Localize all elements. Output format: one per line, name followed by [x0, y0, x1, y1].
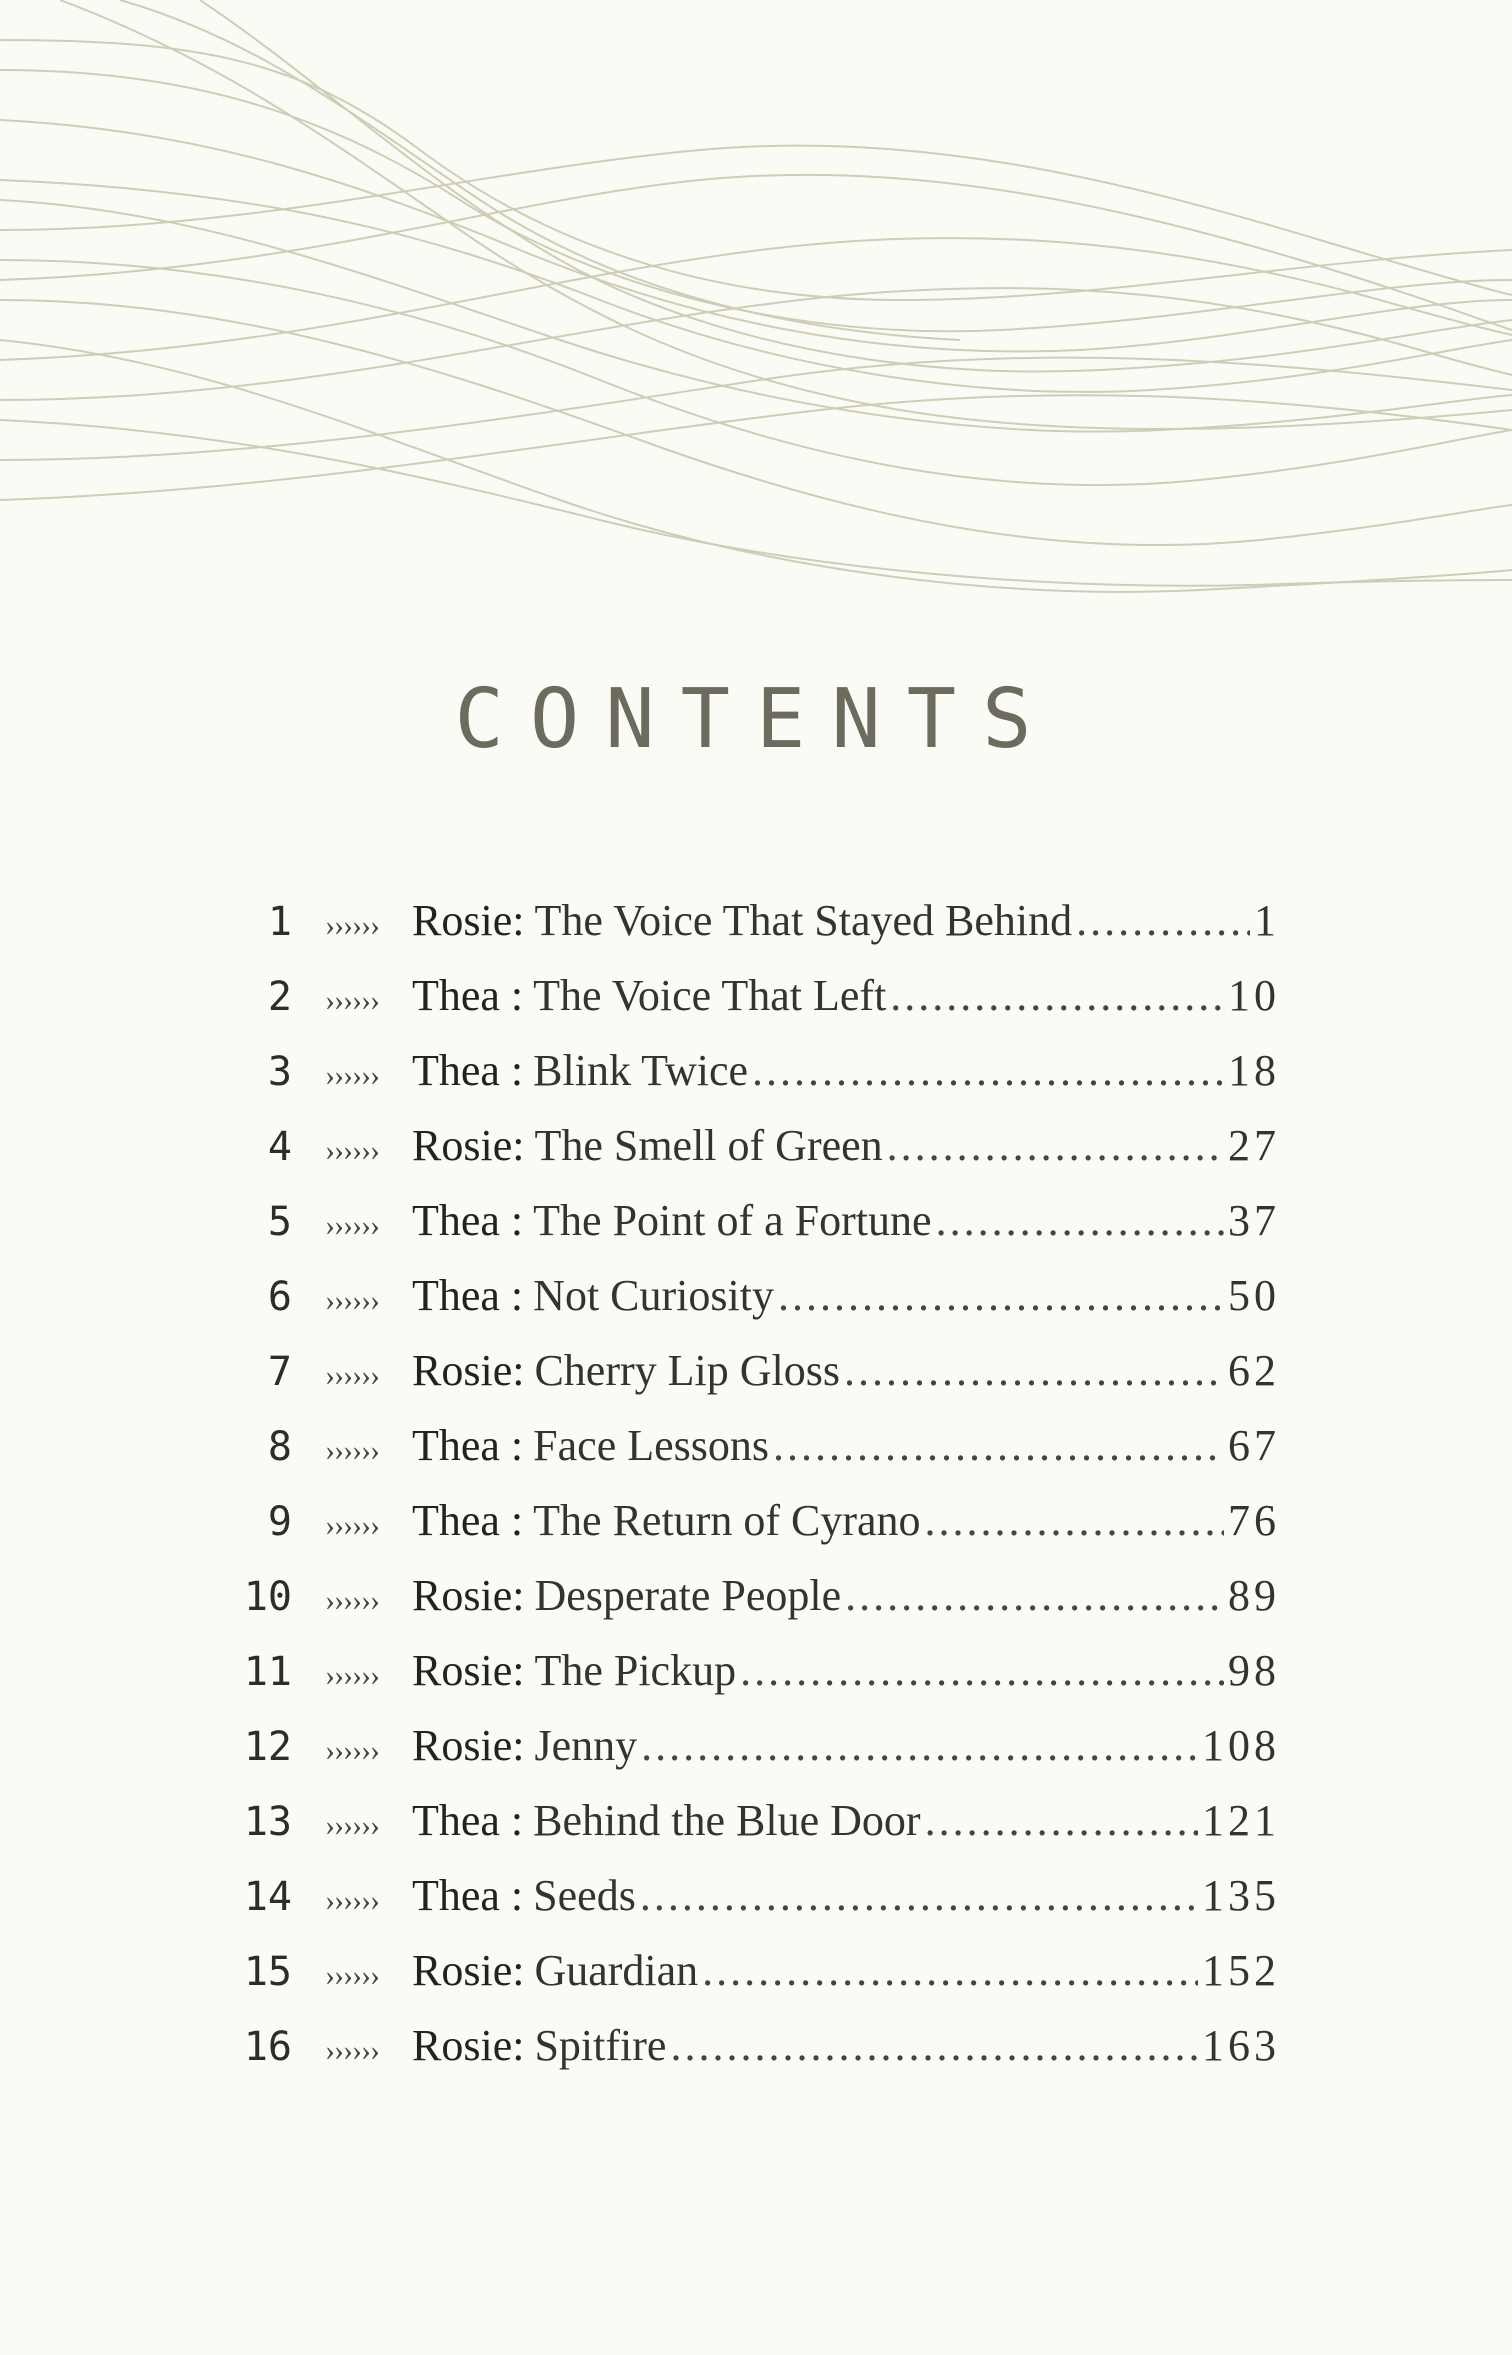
- toc-entry: [210, 1720, 1280, 1795]
- toc-entry: [210, 1045, 1280, 1120]
- toc-entry: [210, 1420, 1280, 1495]
- separator-arrows: ››››››: [325, 1434, 379, 1467]
- separator-arrows: ››››››: [325, 2034, 379, 2067]
- chapter-number: 12: [243, 1724, 292, 1770]
- separator-arrows: ››››››: [325, 1284, 379, 1317]
- chapter-title: The Pickup: [534, 1646, 737, 1695]
- chapter-title: Behind the Blue Door: [533, 1796, 921, 1845]
- toc-entry: [210, 1870, 1280, 1945]
- separator-arrows: ››››››: [325, 984, 379, 1017]
- page-number: 10: [1228, 971, 1280, 1020]
- page-title: CONTENTS: [454, 672, 1058, 767]
- chapter-number: 7: [267, 1349, 292, 1395]
- page-number: 62: [1228, 1346, 1280, 1395]
- chapter-narrator: Rosie:: [412, 1646, 525, 1695]
- page-number: 18: [1228, 1046, 1280, 1095]
- toc-entry: [210, 1195, 1280, 1270]
- page-number: 152: [1202, 1946, 1280, 1995]
- chapter-title: Desperate People: [534, 1571, 842, 1620]
- chapter-title: Jenny: [534, 1721, 638, 1770]
- page-number: 1: [1254, 896, 1280, 945]
- chapter-number: 4: [267, 1124, 292, 1170]
- chapter-narrator: Thea :: [412, 1271, 524, 1320]
- toc-entry: [210, 1945, 1280, 2020]
- page-number: 50: [1228, 1271, 1280, 1320]
- chapter-narrator: Thea :: [412, 1196, 524, 1245]
- dot-leader: [773, 1420, 1224, 1471]
- separator-arrows: ››››››: [325, 1209, 379, 1242]
- chapter-number: 5: [267, 1199, 292, 1245]
- dot-leader: [925, 1795, 1198, 1846]
- chapter-number: 16: [243, 2024, 292, 2070]
- separator-arrows: ››››››: [325, 909, 379, 942]
- chapter-narrator: Rosie:: [412, 2021, 525, 2070]
- dot-leader: [1076, 895, 1250, 946]
- dot-leader: [702, 1945, 1198, 1996]
- chapter-title: Face Lessons: [533, 1421, 770, 1470]
- page-number: 67: [1228, 1421, 1280, 1470]
- page-number: 135: [1202, 1871, 1280, 1920]
- page-number: 89: [1228, 1571, 1280, 1620]
- dot-leader: [887, 1120, 1224, 1171]
- dot-leader: [845, 1570, 1224, 1621]
- chapter-narrator: Thea :: [412, 1796, 524, 1845]
- dot-leader: [641, 1720, 1198, 1771]
- toc-entry: [210, 1270, 1280, 1345]
- separator-arrows: ››››››: [325, 1509, 379, 1542]
- chapter-narrator: Thea :: [412, 971, 524, 1020]
- toc-entry: [210, 895, 1280, 970]
- separator-arrows: ››››››: [325, 1584, 379, 1617]
- chapter-number: 15: [243, 1949, 292, 1995]
- chapter-title: Seeds: [533, 1871, 636, 1920]
- chapter-narrator: Thea :: [412, 1871, 524, 1920]
- chapter-title: Cherry Lip Gloss: [534, 1346, 840, 1395]
- chapter-narrator: Rosie:: [412, 1346, 525, 1395]
- separator-arrows: ››››››: [325, 1809, 379, 1842]
- page-number: 37: [1228, 1196, 1280, 1245]
- page-number: 108: [1202, 1721, 1280, 1770]
- toc-entry: [210, 1345, 1280, 1420]
- chapter-number: 9: [267, 1499, 292, 1545]
- chapter-narrator: Rosie:: [412, 1721, 525, 1770]
- dot-leader: [925, 1495, 1224, 1546]
- page-number: 98: [1228, 1646, 1280, 1695]
- separator-arrows: ››››››: [325, 1134, 379, 1167]
- dot-leader: [778, 1270, 1224, 1321]
- separator-arrows: ››››››: [325, 1734, 379, 1767]
- dot-leader: [844, 1345, 1224, 1396]
- chapter-narrator: Rosie:: [412, 896, 525, 945]
- chapter-title: Spitfire: [534, 2021, 667, 2070]
- dot-leader: [740, 1645, 1224, 1696]
- dot-leader: [890, 970, 1224, 1021]
- chapter-narrator: Rosie:: [412, 1571, 525, 1620]
- decorative-line-pattern: [0, 0, 1512, 640]
- chapter-number: 8: [267, 1424, 292, 1470]
- chapter-title: Guardian: [534, 1946, 699, 1995]
- page-number: 76: [1228, 1496, 1280, 1545]
- chapter-title: The Smell of Green: [534, 1121, 883, 1170]
- chapter-number: 1: [267, 899, 292, 945]
- chapter-number: 2: [267, 974, 292, 1020]
- chapter-number: 10: [243, 1574, 292, 1620]
- toc-entry: [210, 1645, 1280, 1720]
- toc-entry: [210, 1570, 1280, 1645]
- dot-leader: [936, 1195, 1224, 1246]
- toc-entry: [210, 1795, 1280, 1870]
- page-number: 27: [1228, 1121, 1280, 1170]
- page-number: 163: [1202, 2021, 1280, 2070]
- chapter-narrator: Thea :: [412, 1421, 524, 1470]
- chapter-number: 3: [267, 1049, 292, 1095]
- chapter-number: 13: [243, 1799, 292, 1845]
- separator-arrows: ››››››: [325, 1059, 379, 1092]
- chapter-title: The Voice That Stayed Behind: [534, 896, 1073, 945]
- separator-arrows: ››››››: [325, 1959, 379, 1992]
- dot-leader: [670, 2020, 1198, 2071]
- chapter-narrator: Thea :: [412, 1046, 524, 1095]
- chapter-number: 14: [243, 1874, 292, 1920]
- toc-entry: [210, 1120, 1280, 1195]
- separator-arrows: ››››››: [325, 1359, 379, 1392]
- toc-entry: [210, 1495, 1280, 1570]
- toc-entry: [210, 2020, 1280, 2095]
- page-number: 121: [1202, 1796, 1280, 1845]
- table-of-contents: [210, 895, 1280, 2095]
- dot-leader: [640, 1870, 1198, 1921]
- chapter-number: 6: [267, 1274, 292, 1320]
- chapter-title: Blink Twice: [533, 1046, 749, 1095]
- separator-arrows: ››››››: [325, 1884, 379, 1917]
- chapter-number: 11: [243, 1649, 292, 1695]
- chapter-narrator: Thea :: [412, 1496, 524, 1545]
- chapter-narrator: Rosie:: [412, 1121, 525, 1170]
- separator-arrows: ››››››: [325, 1659, 379, 1692]
- chapter-title: The Voice That Left: [533, 971, 887, 1020]
- toc-entry: [210, 970, 1280, 1045]
- chapter-narrator: Rosie:: [412, 1946, 525, 1995]
- dot-leader: [752, 1045, 1224, 1096]
- chapter-title: Not Curiosity: [533, 1271, 774, 1320]
- chapter-title: The Return of Cyrano: [533, 1496, 921, 1545]
- chapter-title: The Point of a Fortune: [533, 1196, 932, 1245]
